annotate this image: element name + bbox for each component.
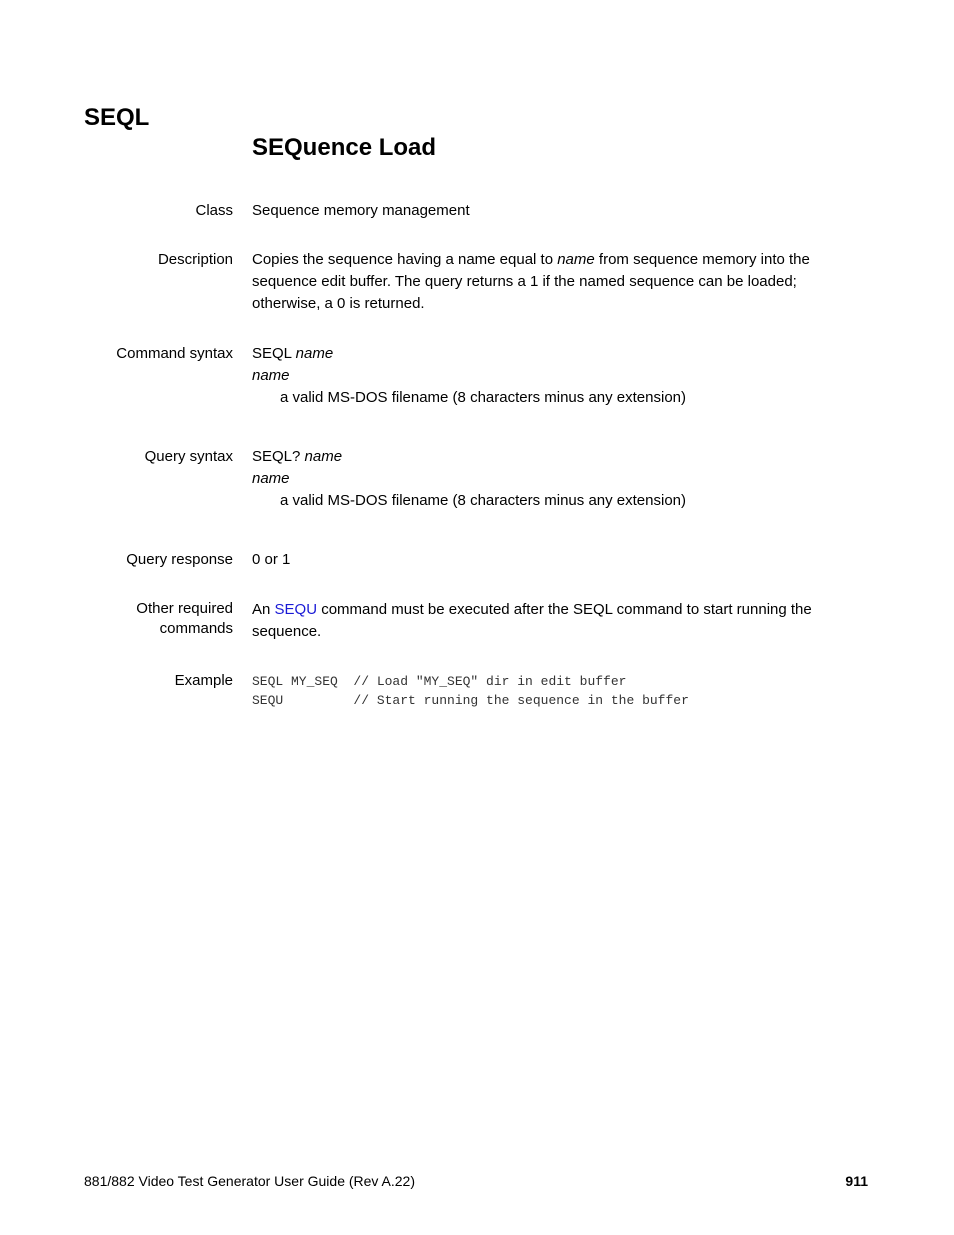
command-title: SEQuence Load [252,134,437,161]
command-param-desc: a valid MS-DOS filename (8 characters minus any extension) [280,389,686,406]
query-param-desc: a valid MS-DOS filename (8 characters minus any extension) [280,492,686,509]
example-code-line: SEQL MY_SEQ // Load "MY_SEQ" dir in edit buffer [252,674,627,689]
class-value: Sequence memory management [252,202,470,219]
query-response-value: 0 or 1 [252,551,291,568]
description-text: Copies the sequence having a name equal to name from sequence memory into the sequence edit buffer. The query returns a 1 if the named sequence can be loaded; otherwise, a 0 is returned. [252,251,810,312]
command-param-name: name [252,367,290,384]
example-code-line: SEQU // Start running the sequence in the buffer [252,693,689,708]
description-label: Description [157,251,233,268]
class-label: Class [195,202,233,219]
query-syntax-value: SEQL? name [252,448,343,465]
footer-guide-title: 881/882 Video Test Generator User Guide (Rev A.22) [84,1173,416,1189]
example-label: Example [174,672,233,689]
sequ-link[interactable]: SEQU [274,601,318,618]
command-syntax-value: SEQL name [252,345,334,362]
command-syntax-label: Command syntax [116,345,233,362]
query-param-name: name [252,470,290,487]
other-commands-label: Other required commands [136,600,233,637]
page-number: 911 [845,1173,868,1189]
query-syntax-label: Query syntax [144,448,233,465]
other-commands-text: An SEQU command must be executed after the SEQL command to start running the sequence. [252,601,812,640]
command-name: SEQL [84,104,150,131]
query-response-label: Query response [126,551,233,568]
